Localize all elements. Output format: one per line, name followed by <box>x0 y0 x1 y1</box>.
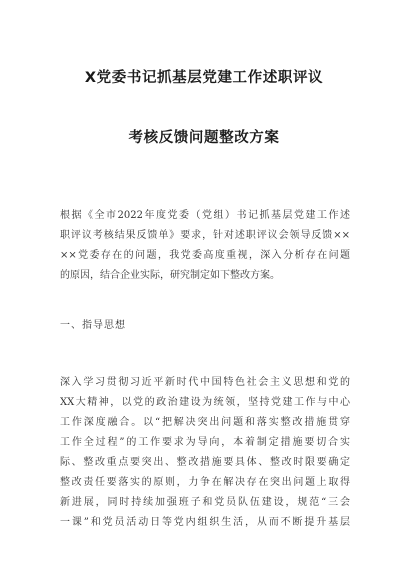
text-line: 新进展，同时持续加强班子和党员队伍建设，规范“三会 <box>60 497 350 508</box>
text-line: 深入学习贯彻习近平新时代中国特色社会主义思想和党的 <box>60 377 350 388</box>
intro-paragraph <box>60 206 350 286</box>
text-line: 工作全过程”的工作要求为导向，本着制定措施要切合实 <box>60 437 350 448</box>
text-line: ××党委存在的问题，我党委高度重视，深入分析存在问题 <box>60 250 350 261</box>
section-heading: 一、指导思想 <box>60 320 126 331</box>
text-line: 一课”和党员活动日等党内组织生活，从而不断提升基层 <box>60 517 350 528</box>
text-line: 职评议考核结果反馈单》要求，针对述职评议会领导反馈×× <box>60 230 350 241</box>
text-line: 整改责任要落实的原则，力争在解决存在突出问题上取得 <box>60 477 350 488</box>
text-line: XX大精神，以党的政治建设为统领，坚持党建工作与中心 <box>60 397 350 408</box>
text-line: 的原因，结合企业实际，研究制定如下整改方案。 <box>60 270 280 281</box>
text-line: 根据《全市2022年度党委（党组）书记抓基层党建工作述 <box>60 210 350 221</box>
section-body-paragraph <box>60 373 350 533</box>
text-line: 工作深度融合。以“把解决突出问题和落实整改措施贯穿 <box>60 417 350 428</box>
text-line: 际、整改重点要突出、整改措施要具体、整改时限要确定 <box>60 457 350 468</box>
document-title-line-2: 考核反馈问题整改方案 <box>128 130 280 146</box>
document-title-line-1: X党委书记抓基层党建工作述职评议 <box>84 70 324 86</box>
